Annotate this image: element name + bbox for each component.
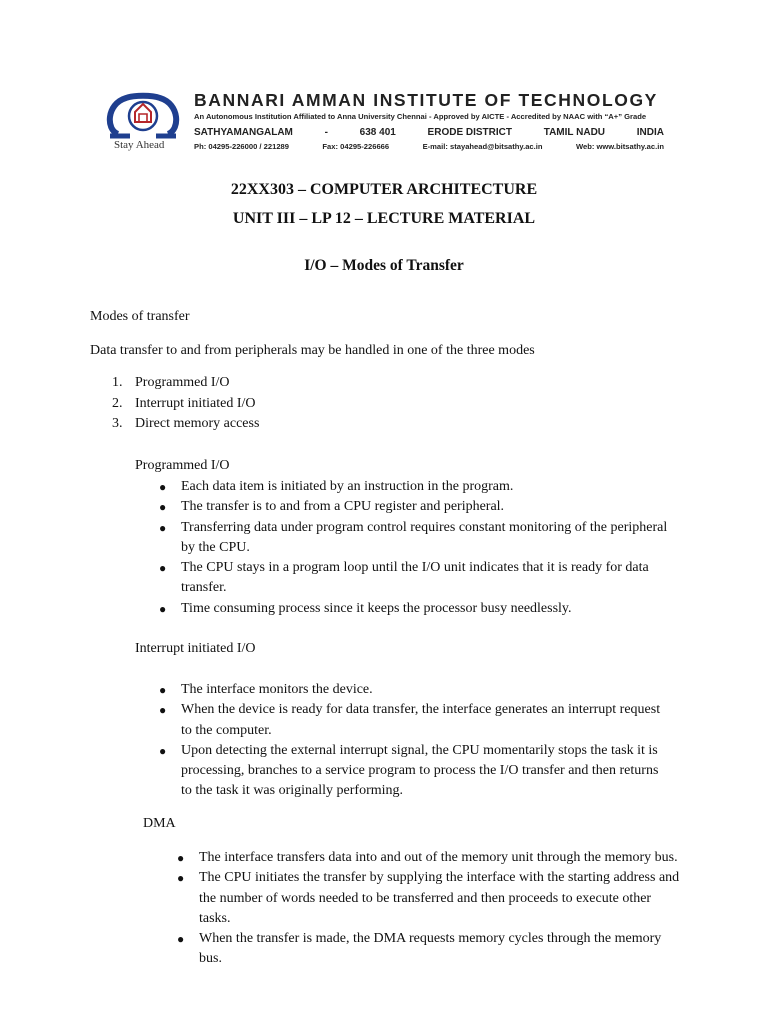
programmed-io-heading: Programmed I/O [135, 458, 230, 473]
institute-logo [100, 88, 188, 154]
intro-heading: Modes of transfer [90, 309, 190, 324]
list-number: 3. [112, 416, 123, 431]
contact-web: Web: www.bitsathy.ac.in [575, 142, 664, 151]
list-item [90, 373, 259, 394]
bullet-text: The interface monitors the device. [181, 682, 373, 697]
address-part: 638 401 [359, 127, 396, 138]
bullet-item [159, 680, 671, 700]
institute-address [194, 127, 664, 138]
bullet-text: The CPU initiates the transfer by supplying the interface with the starting address and the number of words needed to be transferred and then proceeds to execute other tasks. [199, 870, 680, 926]
address-part: - [324, 127, 328, 138]
interrupt-io-heading: Interrupt initiated I/O [135, 641, 256, 656]
bullet-item [159, 477, 671, 497]
contact-phone: Ph: 04295-226000 / 221289 [194, 142, 289, 151]
institute-affiliation: An Autonomous Institution Affiliated to Anna University Chennai - Approved by AICTE - Accredited by NAAC with “A+” Grade [194, 112, 647, 121]
contact-email: E-mail: stayahead@bitsathy.ac.in [422, 142, 543, 151]
bullet-item [159, 741, 671, 802]
address-part: SATHYAMANGALAM [194, 127, 293, 138]
bullet-icon: ● [159, 683, 167, 697]
modes-list [90, 373, 259, 435]
bullet-item [177, 868, 684, 929]
bullet-text: The interface transfers data into and out of the memory unit through the memory bus. [199, 850, 678, 865]
bullet-text: Time consuming process since it keeps the processor busy needlessly. [181, 600, 572, 616]
bullet-icon: ● [177, 932, 185, 947]
institute-contact [194, 142, 664, 151]
interrupt-io-bullets [159, 680, 671, 802]
bullet-item [159, 558, 671, 599]
topic-title: I/O – Modes of Transfer [304, 257, 464, 274]
bullet-icon: ● [159, 480, 167, 494]
list-item [90, 394, 259, 415]
bullet-item [177, 848, 684, 868]
programmed-io-bullets [159, 477, 671, 619]
list-item-text: Interrupt initiated I/O [135, 395, 256, 411]
bullet-text: Each data item is initiated by an instruction in the program. [181, 479, 514, 494]
institute-emblem-icon [104, 90, 182, 140]
dma-bullets [177, 848, 684, 970]
bullet-item [159, 497, 671, 517]
contact-fax: Fax: 04295-226666 [322, 142, 390, 151]
bullet-text: The transfer is to and from a CPU register and peripheral. [181, 499, 505, 515]
bullet-icon: ● [177, 851, 185, 865]
list-item [90, 414, 259, 435]
bullet-text: When the transfer is made, the DMA requests memory cycles through the memory bus. [199, 931, 662, 967]
bullet-text: Upon detecting the external interrupt signal, the CPU momentarily stops the task it is processing, branches to a service program to process the I/O transfer and then returns to the task it was originally performing. [181, 742, 659, 799]
bullet-icon: ● [159, 601, 167, 616]
list-number: 2. [112, 395, 123, 411]
institute-tagline: Stay Ahead [114, 139, 165, 151]
bullet-icon: ● [159, 520, 167, 535]
institute-name: BANNARI AMMAN INSTITUTE OF TECHNOLOGY [194, 90, 658, 110]
bullet-text: The CPU stays in a program loop until the I/O unit indicates that it is ready for data transfer. [181, 560, 649, 596]
bullet-text: When the device is ready for data transfer, the interface generates an interrupt request to the computer. [181, 702, 661, 738]
address-part: INDIA [636, 127, 664, 138]
bullet-item [159, 599, 671, 619]
address-part: TAMIL NADU [543, 127, 606, 138]
bullet-icon: ● [159, 743, 167, 758]
bullet-text: Transferring data under program control requires constant monitoring of the peripheral by the CPU. [181, 519, 668, 555]
bullet-icon: ● [159, 500, 167, 515]
dma-heading: DMA [143, 816, 176, 831]
address-part: ERODE DISTRICT [427, 127, 512, 138]
list-item-text: Direct memory access [135, 416, 260, 431]
bullet-item [177, 929, 684, 970]
bullet-icon: ● [159, 561, 167, 576]
bullet-icon: ● [177, 871, 185, 886]
bullet-icon: ● [159, 703, 167, 718]
course-title: 22XX303 – COMPUTER ARCHITECTURE [230, 181, 538, 198]
unit-title: UNIT III – LP 12 – LECTURE MATERIAL [232, 210, 536, 227]
list-number: 1. [112, 375, 123, 390]
bullet-item [159, 700, 671, 741]
list-item-text: Programmed I/O [135, 375, 230, 390]
intro-text: Data transfer to and from peripherals may be handled in one of the three modes [90, 343, 535, 358]
letterhead [100, 88, 670, 158]
bullet-item [159, 518, 671, 559]
